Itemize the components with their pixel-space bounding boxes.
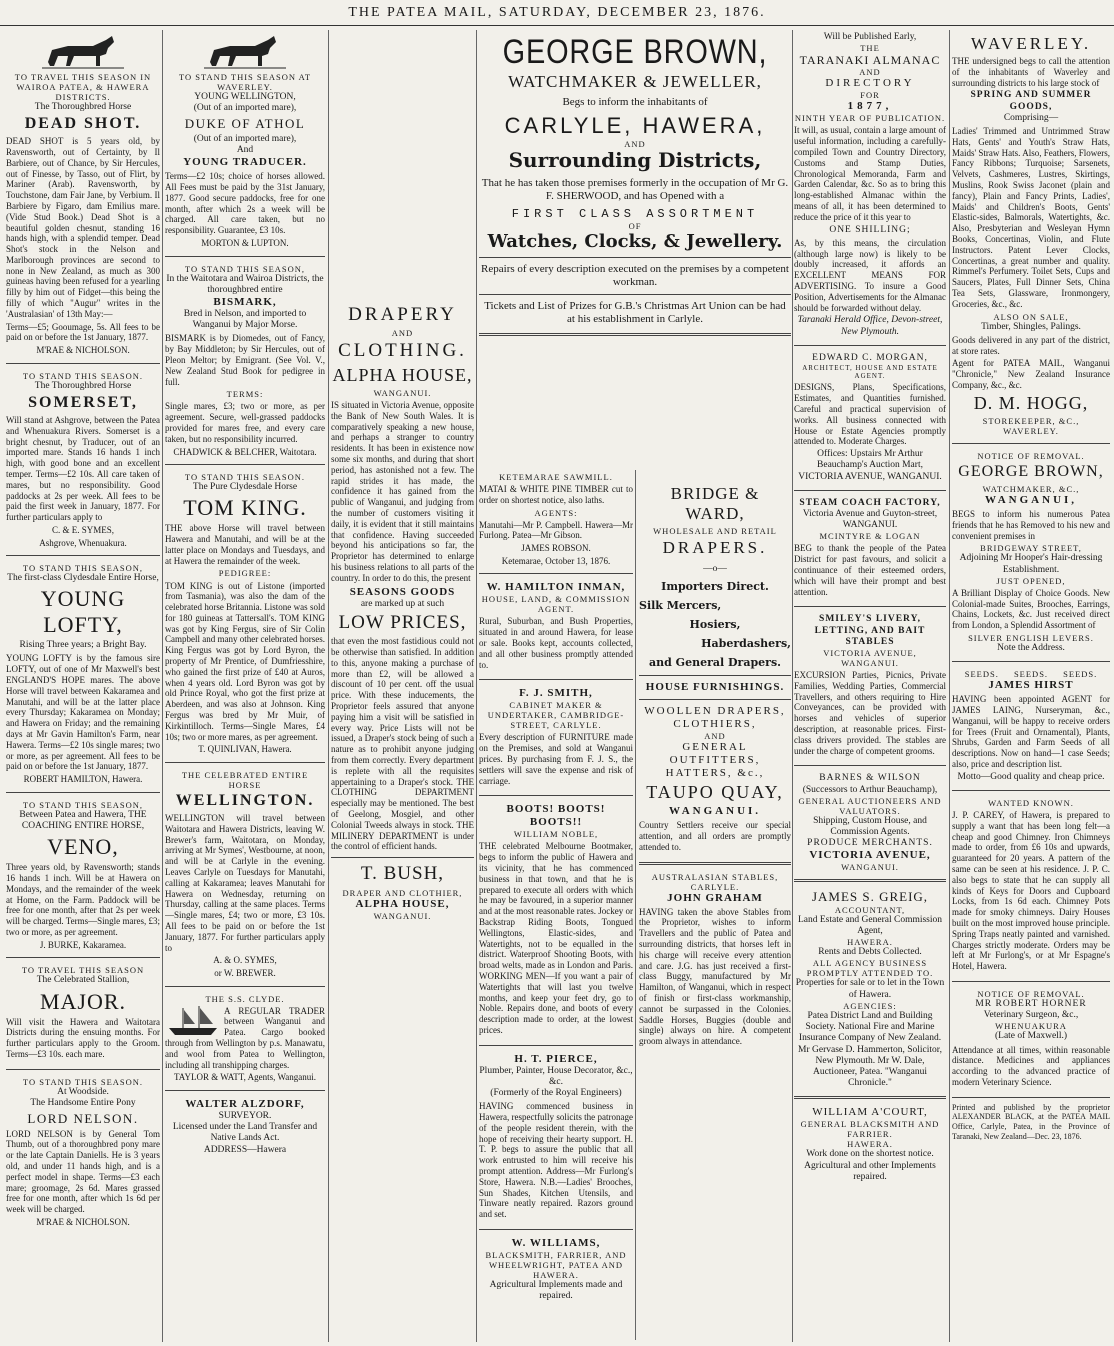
horse-name: BISMARK, [213, 295, 277, 308]
ad-intro: TO STAND THIS SEASON AT WAVERLEY. [178, 72, 312, 93]
ad-removal-horner [952, 987, 1110, 1092]
column-divider [162, 30, 163, 1342]
ad-name: H. T. PIERCE, [514, 1052, 598, 1065]
ad-and: AND [859, 67, 881, 78]
ad-year: 1877, [847, 100, 893, 113]
ad-town: WANGANUI. [841, 862, 899, 873]
ad-terms: Single mares, £3; two or more, as per agreement. Secure, well-grassed paddocks provided for mares free, and every care taken, but no responsibility incurred. [165, 401, 325, 444]
ad-body: Rural, Suburban, and Bush Properties, situated in and around Hawera, for lease or sale. Books kept, accounts collected, and all other business promptly attended to. [479, 616, 633, 670]
ad-intro: TO STAND THIS SEASON. [22, 370, 144, 381]
ad-name: GEORGE BROWN, [958, 463, 1104, 481]
horse-name: LORD NELSON. [27, 1111, 139, 1127]
ad-intro: THE CELEBRATED ENTIRE HORSE [181, 770, 309, 791]
ad-signature: ROBERT HAMILTON, Hawera. [23, 774, 143, 785]
ad-town: HAWERA. [847, 937, 893, 948]
ad-address: ADDRESS—Hawera [203, 1144, 287, 1155]
ad-signature: or W. BREWER. [214, 967, 276, 978]
ad-body: YOUNG LOFTY is by the famous sire LOFTY, out of one of Mr Maxwell's best ENGLAND'S HOPE mares. The above Horse will travel between Kakaramea and Manutahi, and will be at the latter place every Thursday; Kakaramea on Monday; and Hawera on Friday; and the remaining days at Mr Gavin Hamilton's Farm, near Hawera. Terms—£2 10s single mares; two or more, as per agreement. All fees to be paid on or before the 1st January, 1877. [6, 653, 160, 772]
ad-signature: JAMES ROBSON. [521, 543, 591, 554]
ad-and: And [236, 144, 254, 155]
ad-title: TARANAKI ALMANAC [799, 53, 941, 68]
ad-tickets: Tickets and List of Prizes for G.B.'s Christmas Art Union can be had at his establishment in Carlyle. [484, 299, 786, 325]
ad-sawmill [479, 470, 633, 568]
ad-trade: WATCHMAKER & JEWELLER, [508, 72, 762, 92]
ad-signature: T. BUSH, [360, 863, 445, 885]
ad-boots [479, 801, 633, 1039]
ad-name: WILLIAM NOBLE, [513, 829, 599, 840]
ad-body: THE above Horse will travel between Hawera and Manutahi, and will be at the latter place on Mondays and Tuesdays, and at Hawera the remainder of the week. [165, 523, 325, 566]
ad-body-2: As, by this means, the circulation (although large now) is likely to be doubly increased, it affords an EXCELLENT MEANS FOR ADVERTISING. To insure a Good Position, Advertisements for the Almanac should be forwarded without delay. [794, 237, 946, 313]
agents-list: Manutahi—Mr P. Campbell. Hawera—Mr Furlong. Patea—Mr Gibson. [479, 519, 633, 541]
ad-for: FOR [860, 90, 880, 101]
ad-intro: TO STAND THIS SEASON, [184, 263, 306, 274]
ad-office: Taranaki Herald Office, Devon-street, New Plymouth. [797, 315, 943, 337]
horse-name: SOMERSET, [28, 394, 138, 412]
ad-kind: The Celebrated Stallion, [36, 975, 130, 986]
ad-signature-house: ALPHA HOUSE, [355, 897, 450, 910]
ad-body: WELLINGTON will travel between Waitotara and Hawera Districts, leaving W. Brewer's farm, Waitotara, on Monday, arriving at Mr Symes', Westbourne, at noon, and will be at Carlyle in the evening. Leaves Carlyle on Tuesdays for Manutahi, calling at Kakaramea; leaves Manutahi for Hawera on Wednesday, returning on Thursday, calling at the same places. Terms—Single mares, £4; two or more, £3 10s. All fees to be paid on or before the 1st January, 1877. For further particulars apply to [165, 812, 325, 953]
ad-goods: SEASONS GOODS [349, 585, 456, 598]
ad-name: W. HAMILTON INMAN, [486, 581, 626, 594]
ad-wellington [165, 768, 325, 980]
ad-body: Every description of FURNITURE made on the Premises, and sold at Wanganui prices. By purchasing from F. J. S., the settlers will save the expense and risk of carriage. [479, 732, 633, 786]
ad-body: Work done on the shortest notice. Agricultural and other Implements repaired. [804, 1149, 936, 1182]
ad-dead-shot [6, 30, 160, 358]
ad-kind: The Handsome Entire Pony [30, 1098, 136, 1108]
ad-kind: The first-class Clydesdale Entire Horse, [7, 573, 159, 584]
ad-body: Terms—£2 10s; choice of horses allowed. All Fees must be paid by the 31st January, 1877. Good secure paddocks, free for one month, after which 2s a week will be charged. All care taken, but no responsibility. Guarantee, £3 10s. [165, 171, 325, 236]
horse-name: TOM KING. [183, 495, 307, 521]
ad-all-agency: ALL AGENCY BUSINESS PROMPTLY ATTENDED TO. [806, 958, 934, 979]
ad-name: W. WILLIAMS, [511, 1237, 601, 1250]
ad-sub: At Woodside. [57, 1086, 109, 1097]
column-divider [792, 30, 793, 1342]
column-4-left [479, 470, 633, 1304]
ad-note: (Successors to Arthur Beauchamp), [802, 784, 938, 795]
ad-hosiers: Hosiers, [689, 618, 741, 632]
ad-kind: The Thoroughbred Horse [34, 380, 132, 391]
column-divider [476, 30, 477, 1342]
ad-tom-king [165, 470, 325, 757]
ad-heading: NOTICE OF REMOVAL. [977, 451, 1085, 462]
ad-bismark [165, 262, 325, 460]
horse-name: YOUNG LOFTY, [40, 586, 126, 638]
ad-body-2: that even the most fastidious could not be otherwise than satisfied. In addition to this, anyone making a purchase of more than £2, will be allowed a discount of 10 per cent. off the usual price. With these inducements, the Proprietor feels assured that anyone paying him a visit will be satisfied in every way. Price Lists will not be issued, a Draper's stock being of such a nature as to prohibit anyone judging from them correctly. Every department is replete with all the requisites appertaining to a Draper's stock. THE CLOTHING DEPARTMENT especially may be mentioned. The best of Geelong, Mosgiel, and other Colonial Tweeds always in stock. THE MILINERY DEPARTMENT is under the control of efficient hands. [331, 636, 474, 852]
ad-intro: TO STAND THIS SEASON. [184, 472, 306, 483]
ad-house: ALPHA HOUSE, [332, 364, 473, 385]
ad-body: Licensed under the Land Transfer and Native Lands Act. [172, 1122, 318, 1144]
ad-heading: SMILEY'S LIVERY, LETTING, AND BAIT STABLES [814, 614, 926, 647]
ad-signature: C. & E. SYMES, [51, 524, 114, 535]
ad-drapers: DRAPERS. [662, 538, 768, 558]
ad-town: WANGANUI. [668, 805, 762, 818]
ad-timber: Timber, Shingles, Palings. [981, 321, 1081, 332]
ad-body-2: A Brilliant Display of Choice Goods. New Colonial-made Suites, Brooches, Earrings, Chains, Lockets, &c. Just received direct from London, a Splendid Assortment of [952, 587, 1110, 631]
ad-pub: Will be Published Early, [823, 32, 917, 42]
ad-title: DIRECTORY [825, 77, 915, 90]
ad-name: MR ROBERT HORNER [975, 998, 1087, 1009]
ad-role: SURVEYOR. [218, 1110, 272, 1121]
ad-kind: The Pure Clydesdale Horse [192, 482, 298, 493]
ad-inman [479, 579, 633, 674]
ad-terms: Terms—£5; Gooumage, 5s. All fees to be paid on or before the 1st January, 1877. [6, 321, 160, 343]
ad-of: OF [628, 220, 642, 231]
ad-body: IS situated in Victoria Avenue, opposite the Bank of New South Wales. It is comparatively speaking a new house, and perhaps a stranger to country residents. It has been in existence now some six months, and during that short period, has astonished not a few. The rapid strides it has made, the confidence it has gained from the public of Wanganui, and judging from the number of customers visiting it daily, it is evident that it still maintains that confidence. Having succeeded beyond his anticipations so far, the Proprietor has determined to enlarge his business relations to all parts of the country. In order to do this, the present [331, 400, 474, 583]
ad-signature: M'RAE & NICHOLSON. [36, 345, 130, 356]
ad-sub: Between Patea and Hawera, THE COACHING ENTIRE HORSE, [19, 809, 147, 832]
ad-body: Shipping, Custom House, and Commission Agents. [813, 815, 927, 838]
ad-body: Will visit the Hawera and Waitotara Districts during the ensuing months. For further particulars apply to the Groom. Terms—£3 10s. each mare. [6, 1016, 160, 1059]
ad-signature: TAYLOR & WATT, Agents, Wanganui. [174, 1072, 316, 1083]
ad-and: AND [391, 328, 414, 339]
ad-bridge-ward: BRIDGE & WARD, WHOLESALE AND RETAIL DRAPERS. —o— Importers Direct. Silk Mercers, Hosiers, Haberdashers, and General Drapers. HOUSE FURNISHINGS. WOOLLEN DRAPERS, CLOTHIERS, AND GENERAL OUTFITTERS, HATTERS, &c., TAUPO QUAY, WANGANUI. Country Settlers receive our special attention, and all orders are promptly attended to. [639, 484, 791, 852]
ad-coach-factory [794, 496, 946, 602]
ad-outfitters: GENERAL OUTFITTERS, [669, 741, 761, 767]
ad-body: That he has taken those premises formerly in the occupation of Mr G. F. SHERWOOD, and has Opened with a [481, 176, 789, 202]
ad-name: JOHN GRAHAM [667, 891, 763, 904]
horse-engraving-icon [200, 32, 290, 72]
column-4-right [639, 480, 791, 1051]
ad-signature: CHADWICK & BELCHER, Waitotara. [173, 446, 317, 457]
ad-repairs: Repairs of every description executed on the premises by a competent workman. [481, 263, 789, 288]
column-divider [635, 470, 636, 1340]
newspaper-masthead: THE PATEA MAIL, SATURDAY, DECEMBER 23, 1876. [0, 0, 1114, 26]
ad-smith [479, 685, 633, 790]
horse-name: DEAD SHOT. [24, 115, 142, 133]
ad-adjoining: Adjoining Mr Hooper's Hair-dressing Establishment. [959, 553, 1103, 575]
ad-body: HAVING taken the above Stables from the Proprietor, wishes to inform Travellers and the public of Patea and surrounding districts, that horses left in his charge will receive every attention and care. J.G. has just received a first-class Buggy, manufactured by Mr Hamilton, of Wanganui, which in respect of finish or first-class workmanship, cannot be surpassed in the Colonies. Saddle Horses, Buggies (double and single) always on hire. A competent groom always in attendance. [639, 906, 791, 1047]
ad-heading: STEAM COACH FACTORY, [799, 497, 941, 508]
ad-signature: A. & O. SYMES, [213, 955, 277, 966]
column-3 [331, 30, 474, 1342]
ad-body: LORD NELSON is by General Tom Thumb, out of a thoroughbred pony mare or the late Captain Daniells. He is 3 years old, and under 11 hands high, and is a perfect model in shape. Terms—£3 each mare; groomage, 2s 6d. Mares grassed free for one month, after which 1s 6d per week will be charged. [6, 1128, 160, 1215]
ad-body: HAVING commenced business in Hawera, respectfully solicits the patronage of the people resident therein, with the hope of receiving their hearty support. H. T. P. begs to assure the public that all work entrusted to him will receive his prompt attention. Address—Mr Furlong's Store, Hawera. N.B.—Ladies' Brooches, Sun Shades, Kitchen Utensils, and Tinware neatly repaired. Razors ground and set. [479, 1101, 633, 1220]
ad-body: J. P. CAREY, of Hawera, is prepared to supply a want that has been long felt—a cheap and good Chimney. Iron Chimneys made to order, from £6 10s and upwards, guaranteed for 20 years. A pattern of the same can be seen at his residence. J. P. C. also begs to state that he can supply all kinds of Keys for Doors and Cupboard Locks, from 1s 6d each. Chimney Pots made for smoky chimneys. Dairy Houses built on the most improved house principle. Spring Traps neatly painted and varnished. Charges strictly moderate. Orders may be left at Mr Furlong's, or at Mr Espagne's Hotel, Hawera. [952, 809, 1110, 972]
ad-price: ONE SHILLING; [829, 224, 911, 235]
terms-heading: TERMS: [226, 389, 264, 400]
ad-produce: PRODUCE MERCHANTS. [807, 838, 933, 849]
ad-note: Bred in Nelson, and imported to Wanganui by Major Morse. [183, 308, 307, 331]
ad-furnishings: HOUSE FURNISHINGS. [645, 681, 785, 694]
ad-signature: M'RAE & NICHOLSON. [36, 1216, 130, 1227]
ad-removal-brown [952, 449, 1110, 656]
pedigree-heading: PEDIGREE: [218, 568, 272, 579]
printer-imprint: Printed and published by the proprietor ALEXANDER BLACK, at the PATEA MAIL Office, Carlyle, Patea, in the Province of Taranaki, New Zealand—Dec. 23, 1876. [952, 1102, 1110, 1141]
horse-name: YOUNG WELLINGTON, [194, 92, 296, 103]
ad-goods-2: Goods delivered in any part of the district, at store rates. [952, 334, 1110, 356]
ad-props: Properties for sale or to let in the Town of Hawera. [795, 978, 945, 1000]
ad-name: JAMES HIRST [988, 679, 1074, 692]
ad-williams [479, 1235, 633, 1304]
ad-body: DEAD SHOT is 5 years old, by Ravensworth, out of Certainty, by Il Barbiere, out of Chance, by Sir Hercules, out of Finesse, by Tasso, out of Flirt, by Mariner (Arab). Ravensworth, by Touchstone, dam Fair Jane, by Verbium. Il Barbiere by Figaro, dam Emilius mare. (Vide Stud Book.) Dead Shot is a beautiful golden chesnut, standing 16 hands high, with a splendid temper. Dead Shot's stock in the Nelson and Marlborough provinces are second to none in New Zealand, as much as 300 guineas having been refused for a yearling filly by him out of Fidget—this being the filly of which "Augur" writes in the 'Australasian' of 13th May:— [6, 136, 160, 319]
ad-signature: J. BURKE, Kakaramea. [39, 939, 127, 950]
ad-districts: Surrounding Districts, [508, 148, 762, 173]
ad-role: WHOLESALE AND RETAIL [653, 526, 777, 537]
ad-street: BRIDGEWAY STREET, [980, 543, 1082, 554]
ad-greig [794, 887, 946, 1091]
ad-and: AND [624, 139, 646, 150]
ad-somerset [6, 369, 160, 550]
ad-date: Ketemarae, October 13, 1876. [501, 555, 611, 566]
ad-sub: Rising Three years; a Bright Bay. [19, 640, 147, 651]
ad-opened: JUST OPENED, [996, 575, 1066, 586]
ad-wares: Watches, Clocks, & Jewellery. [487, 230, 783, 252]
ad-seeds [952, 667, 1110, 785]
ad-signature: D. M. HOGG, [973, 392, 1089, 413]
ad-signature-town: WAVERLEY. [1003, 426, 1059, 437]
ad-role: GENERAL AUCTIONEERS AND VALUATORS. [798, 795, 942, 816]
ad-wanted-known [952, 796, 1110, 976]
ad-signature-place: Ashgrove, Whenuakura. [39, 537, 127, 548]
ad-role: CABINET MAKER & UNDERTAKER, CAMBRIDGE-STREET, CARLYLE. [487, 700, 625, 731]
ad-name: GEORGE BROWN, [502, 33, 768, 71]
ad-pierce [479, 1051, 633, 1224]
ad-name: WILLIAM A'COURT, [812, 1106, 928, 1119]
ad-kind: The Thoroughbred Horse [34, 102, 132, 113]
ad-heading: BOOTS! BOOTS! BOOTS!! [506, 803, 606, 829]
ad-town: WHENUAKURA [995, 1021, 1067, 1032]
ad-heading: NOTICE OF REMOVAL. [977, 988, 1085, 999]
ad-body: EXCURSION Parties, Picnics, Private Families, Wedding Parties, Commercial Travellers, and others requiring to Hire Conveyances, can be provided with horses and vehicles of superior description, at reasonable prices. First-class drivers provided. The stables are under the charge of competent grooms. [794, 670, 946, 756]
ad-intro: TO STAND THIS SEASON, [22, 799, 144, 810]
ad-intro: TO TRAVEL THIS SEASON [21, 965, 145, 976]
ad-levers: SILVER ENGLISH LEVERS. [968, 632, 1094, 643]
ad-almanac [794, 30, 946, 340]
ad-body: Will stand at Ashgrove, between the Patea and Whenuakura Rivers. Somerset is a bright chesnut, by Traducer, out of an imported mare. Stands 16 hands 1 inch high, with good bone and an excellent temper. Terms—£2 10s. All care taken of mares, but no responsibility. Good paddocks at 2s per week. All fees to be paid the first week in January, 1877. For further particulars apply to [6, 414, 160, 523]
ad-intro: TO STAND THIS SEASON, [22, 563, 144, 574]
horse-name: MAJOR. [39, 988, 127, 1014]
ad-town: WANGANUI. [373, 388, 432, 399]
agencies-list: Patea District Land and Building Society. National Fire and Marine Insurance Company of New Zealand. Mr Gervase D. Hammerton, Solicitor, New Plymouth. Mr W. Dale, Auctioneer, Patea. "Wanganui Chronicle." [798, 1010, 942, 1089]
ad-body: MATAI & WHITE PINE TIMBER cut to order on shortest notice, also laths. [479, 484, 633, 505]
ad-alzdorf [165, 1096, 325, 1158]
ad-address: VICTORIA AVENUE, WANGANUI. [823, 648, 917, 669]
ad-role-2: Land Estate and General Commission Agent, [797, 914, 943, 937]
ad-name: MCINTYRE & LOGAN [819, 531, 921, 542]
ad-role: WATCHMAKER, &C., [982, 483, 1080, 494]
ad-role: HOUSE, LAND, & COMMISSION AGENT. [481, 594, 631, 615]
ad-sale: ALSO ON SALE, [993, 311, 1069, 322]
column-divider [949, 30, 950, 1342]
ad-agent: Agent for PATEA MAIL, Wanganui "Chronicle," New Zealand Insurance Company, &c., &c. [952, 358, 1110, 390]
ad-town: CARLYLE. [690, 881, 740, 892]
ad-heading: WAVERLEY. [970, 34, 1092, 53]
ad-young-lofty [6, 561, 160, 787]
ad-sub: In the Waitotara and Wairoa Districts, the thoroughbred entire [166, 273, 324, 295]
ad-body: Three years old, by Ravensworth; stands 16 hands 1 inch. Will be at Hawera on Mondays, and the remainder of the week at Home, on the Farm. Paddock will be free for one month, after that 2s per week will be charged. Terms—Single mares, £3; two or more, as per agreement. [6, 862, 160, 938]
ad-and: AND [704, 731, 726, 742]
horse-name: VENO, [47, 834, 119, 860]
ad-duke-of-athol [165, 30, 325, 251]
ad-title: DRAPERY [348, 304, 457, 325]
ad-intro: TO STAND THIS SEASON. [22, 1076, 144, 1087]
ad-signature-trade: DRAPER AND CLOTHIER, [342, 887, 463, 898]
ad-role: ARCHITECT, HOUSE AND ESTATE AGENT. [802, 363, 938, 381]
ad-note: Country Settlers receive our special attention, and all orders are promptly attended to. [639, 820, 791, 852]
ad-lord-nelson [6, 1075, 160, 1230]
ad-town: HAWERA. [847, 1139, 893, 1150]
ad-offices: Offices: Upstairs Mr Arthur Beauchamp's Auction Mart, VICTORIA AVENUE, WANGANUI. [798, 449, 942, 482]
ad-note: (Formerly of the Royal Engineers) [490, 1088, 622, 1099]
ad-heading: KETEMARAE SAWMILL. [499, 472, 613, 482]
ad-body: THE celebrated Melbourne Bootmaker, begs to inform the public of Hawera and its vicinity, that he has commenced business in that town, and that he is prepared to execute all orders with which he may be favoured, in a superior manner and at the most reasonable rates. Jockey or Backstrap Riding Boots, Tongued Wellingtons, Elastic-sides, and Watertights, not to be equalled in the district. Waterproof Shooting Boots, with broad welts, made as in London and Paris. WORKING MEN—If you want a pair of Watertights that will last you twelve months, and keep your feet dry, go to Noble. Repairs done, and boots of every description made to order, at the lowest prices. [479, 841, 633, 1035]
ad-woollen: WOOLLEN DRAPERS, [644, 705, 786, 718]
ad-role: ACCOUNTANT, [834, 904, 906, 915]
ad-veno [6, 798, 160, 953]
ad-major [6, 963, 160, 1063]
ad-signature-trade: STOREKEEPER, &C., [982, 416, 1080, 427]
ad-barnes-wilson [794, 771, 946, 874]
column-5 [794, 30, 946, 1342]
ad-heading: SEEDS. SEEDS. SEEDS. [964, 669, 1098, 680]
horse-name: DUKE OF ATHOL [184, 116, 306, 132]
ad-name: JAMES S. GREIG, [811, 889, 929, 905]
ad-body: HAVING been appointed AGENT for JAMES LAING, Nurseryman, &c., Wanganui, will be happy to receive orders for Trees (Fruit and Ornamental), Plants, Shrubs, Garden and Farm Seeds of all descriptions. Now on hand—1 case Seeds; also, price and description list. [952, 694, 1110, 769]
column-2 [165, 30, 325, 1342]
ad-silk: Silk Mercers, [639, 599, 722, 613]
ad-body: DESIGNS, Plans, Specifications, Estimates, and Quantities furnished. Careful and practical supervision of works. All business connected with House or Estate Agencies promptly attended to. Moderate Charges. [794, 382, 946, 447]
ad-name: EDWARD C. MORGAN, [812, 352, 928, 363]
ad-town: WANGANUI, [984, 493, 1078, 506]
ad-george-brown [479, 30, 791, 328]
ad-heading: THE S.S. CLYDE. [205, 993, 285, 1004]
ad-note: Note the Address. [997, 642, 1065, 653]
column-4 [479, 30, 791, 1342]
ad-morgan [794, 351, 946, 485]
ad-list: Ladies' Trimmed and Untrimmed Straw Hats, Gents' and Youth's Straw Hats, Maids' Straw Hats. Also, Feathers, Flowers, Fancy Ribbons; Turquoise; Sarsenets, Velvets, Cashmeres, Lustres, Skirtings, Muslins, Rook Swiss Jaconet (plain and fancy), Plain and Fancy Prints, Ladies', Maids' and Children's Boots, Gents' Elastic-sides, Balmorals, Watertights, &c. Also, Presbyterian and Wesleyan Hymn Books, Concertinas, Violin, and Flute Instructors. Patent Lever Clocks, Concertinas, a great number and quality. Rimmel's Perfumery. Toilet Sets, Cups and Saucers, Plates, Full Dinner Sets, China Tea Sets, Glassware, Ironmongery, Groceries, &c., &c. [952, 126, 1110, 309]
ad-assortment: FIRST CLASS ASSORTMENT [511, 206, 759, 221]
ad-acourt [794, 1104, 946, 1185]
ad-note: (Late of Maxwell.) [994, 1031, 1067, 1042]
ad-address: Victoria Avenue and Guyton-street, WANGANUI. [802, 509, 938, 531]
ad-role: BLACKSMITH, FARRIER, AND WHEELWRIGHT, PATEA AND HAWERA. [485, 1250, 627, 1281]
ad-body: BEGS to inform his numerous Patea friends that he has Removed to his new and convenient premises in [952, 508, 1110, 541]
ad-body: Agricultural Implements made and repaired. [489, 1280, 623, 1302]
ad-motto: Motto—Good quality and cheap price. [957, 771, 1105, 782]
horse-engraving-icon [38, 32, 128, 72]
ad-low-prices: LOW PRICES, [338, 611, 467, 633]
ad-name: WALTER ALZDORF, [185, 1097, 305, 1110]
ad-importers: Importers Direct. [661, 580, 769, 594]
ad-quay: TAUPO QUAY, [646, 782, 784, 803]
ad-the: THE [860, 43, 880, 54]
agents-heading: AGENTS: [534, 507, 578, 518]
ad-begs: Begs to inform the inhabitants of [562, 96, 708, 109]
horse-name: YOUNG TRADUCER. [183, 156, 307, 169]
pedigree-body: TOM KING is out of Listone (imported from Tasmania), was also the dam of the celebrated horse Britannia. Listone was sold for 180 guineas at Tattersall's. TOM KING was got by King Fergus, sire of Sir Colin Campbell and many other celebrated horses. King Fergus was got by Lord Byron, the property of Mr Prentice, of Dumfriesshire, who gained the first prize of £40 at Auros, when 4 years old. Lord Byron was got by old Prince Royal, who got the first prize at Aberdeen, and was also at Johnson. King Fergus was bred by Mr Muir, of Kirkintilloch. Terms—Single Mares, £4 10s; two or more mares, as per agreement. [165, 580, 325, 742]
ad-title: CLOTHING. [338, 340, 467, 362]
ad-livery [794, 612, 946, 760]
ad-body: It will, as usual, contain a large amount of useful information, including a carefully-compiled Town and Country Directory, Customs and Stamp Duties, Chronological Memoranda, Farm and Garden Calendar, &c. So as to bring this long-established Almanac within the means of all, it has been determined to reduce the price of it this year to [794, 125, 946, 222]
ad-name: BRIDGE & WARD, [670, 484, 760, 524]
ad-name: F. J. SMITH, [519, 687, 593, 700]
ad-body: BEG to thank the people of the Patea District for past favours, and solicit a continuance of their esteemed orders, which will have their prompt and best attention. [794, 543, 946, 597]
ad-alpha-house [331, 300, 474, 923]
ad-ninth: NINTH YEAR OF PUBLICATION. [794, 113, 946, 124]
ad-haberdashers: Haberdashers, [701, 637, 791, 651]
ad-general: and General Drapers. [649, 656, 781, 670]
ad-hatters: HATTERS, &c., [665, 767, 765, 780]
ad-comprising: Comprising— [1003, 112, 1059, 123]
ad-ss-clyde [165, 992, 325, 1085]
ad-body: BISMARK is by Diomedes, out of Fancy, by Bay Middleton; by Sir Hercules, out of Pleon Meltor; by Emigrant. (See Vol. V., New Zealand Stud Book for pedigree in full. [165, 333, 325, 387]
ad-graham [639, 870, 791, 1051]
ad-heading: AUSTRALASIAN STABLES, [651, 871, 779, 882]
ad-goods: SPRING AND SUMMER GOODS, [970, 90, 1092, 112]
horse-name: WELLINGTON. [175, 792, 315, 810]
ad-waverley-store [952, 30, 1110, 438]
ad-signature: T. QUINLIVAN, Hawera. [198, 744, 292, 755]
column-1 [6, 30, 160, 1342]
ad-signature: MORTON & LUPTON. [201, 237, 289, 248]
ad-role: Plumber, Painter, House Decorator, &c., &c. [479, 1065, 633, 1087]
ad-clothiers: CLOTHIERS, [673, 718, 757, 731]
ad-name: BARNES & WILSON [819, 773, 921, 784]
ad-place: CARLYLE, HAWERA, [504, 113, 766, 139]
ad-note: (Out of an imported mare), [193, 103, 297, 114]
column-divider [328, 30, 329, 1342]
ad-note: (Out of an imported mare), [193, 133, 297, 144]
column-6 [952, 30, 1110, 1342]
ad-marked: are marked up at such [360, 598, 445, 609]
ad-role: Veterinary Surgeon, &c., [983, 1010, 1079, 1021]
agencies-heading: AGENCIES: [843, 1000, 897, 1011]
ad-body: A REGULAR TRADER between Wanganui and Patea. Cargo booked through from Wellington by p.s. Manawatu, and wool from Patea to Wellington, including all transhipping charges. [165, 1005, 325, 1070]
ad-body: Attendance at all times, within reasonable distance. Medicines and appliances according to the advanced practice of modern Veterinary Science. [952, 1044, 1110, 1087]
ad-signature-town: WANGANUI. [373, 910, 432, 921]
ad-body: THE undersigned begs to call the attention of the inhabitants of Waverley and surrounding districts to his large stock of [952, 56, 1110, 88]
ad-heading: WANTED KNOWN. [988, 797, 1074, 808]
ship-icon [165, 1004, 221, 1038]
ad-street: VICTORIA AVENUE, [809, 849, 931, 862]
ad-body: Rents and Debts Collected. [818, 947, 922, 958]
ad-role: GENERAL BLACKSMITH AND FARRIER. [800, 1119, 940, 1140]
ad-intro: TO TRAVEL THIS SEASON IN WAIROA PATEA, & HAWERA DISTRICTS. [14, 72, 152, 103]
